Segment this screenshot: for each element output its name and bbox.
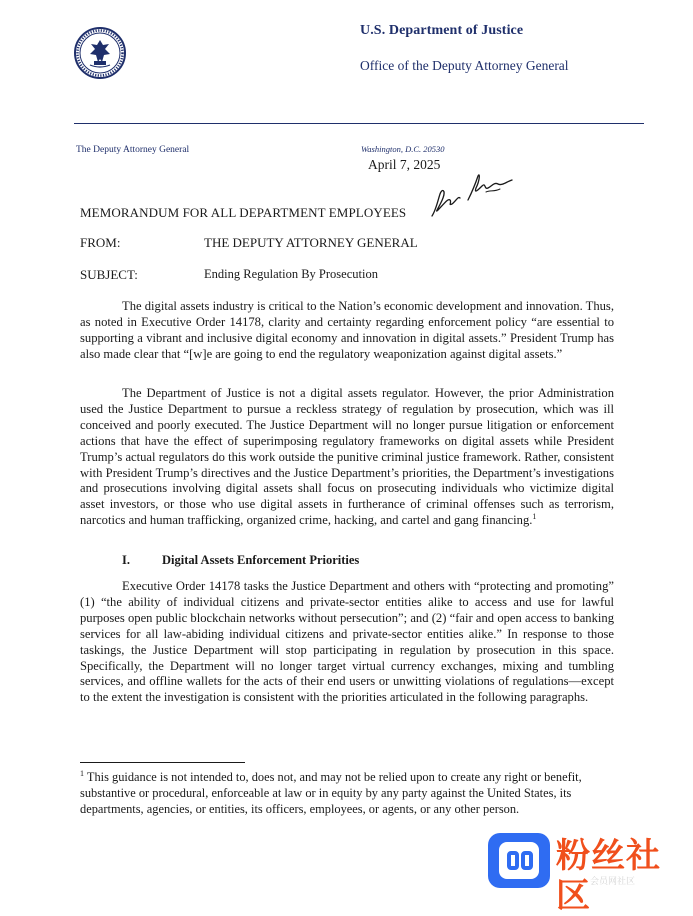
section-title: Digital Assets Enforcement Priorities	[162, 553, 360, 567]
memo-date: April 7, 2025	[368, 157, 441, 172]
paragraph-3: Executive Order 14178 tasks the Justice Department and others with “protecting and promoting” (1) “the ability of individual citizens and private-sector entities alike to access and use for lawful purposes open public blockchain networks without persecution”; and (2) “fair and open access to banking services for all law-abiding individual citizens and private-sector entities alike.” In response to those taskings, the Justice Department will stop participating in regulation by prosecution in this space. Specifically, the Department will no longer target virtual currency exchanges, mixing and tumbling services, and offline wallets for the acts of their end users or unwitting violations of regulations—except to the extent the investigation is consistent with the priorities articulated in the following paragraphs.	[80, 579, 614, 705]
handwritten-signature-icon	[428, 170, 516, 222]
footnote-text: This guidance is not intended to, does not, and may not be relied upon to create any right or benefit, substantive or procedural, enforceable at law or in equity by any party against the United States, its departments, agencies, or entities, its officers, employees, or agents, or any other person.	[80, 770, 582, 816]
sender-title: The Deputy Attorney General	[76, 145, 190, 155]
footnote-mark: 1	[80, 768, 84, 778]
location-line: Washington, D.C. 20530	[361, 144, 445, 154]
subject-value: Ending Regulation By Prosecution	[204, 267, 378, 281]
footnote-divider	[80, 762, 245, 763]
memo-heading: MEMORANDUM FOR ALL DEPARTMENT EMPLOYEES	[80, 205, 407, 220]
watermark-text: 粉丝社区	[556, 836, 661, 916]
footnote-reference: 1	[532, 512, 537, 522]
from-label: FROM:	[80, 235, 121, 250]
footnote	[80, 769, 614, 817]
header-divider	[74, 123, 644, 124]
office-name: Office of the Deputy Attorney General	[360, 58, 569, 73]
doj-seal-icon	[74, 27, 126, 79]
section-heading	[122, 553, 359, 568]
paragraph-2	[80, 386, 614, 529]
from-value: THE DEPUTY ATTORNEY GENERAL	[204, 235, 418, 250]
section-number: I.	[122, 553, 130, 567]
paragraph-2-text: The Department of Justice is not a digital assets regulator. However, the prior Administration used the Justice Department to pursue a reckless strategy of regulation by prosecution, which was ill conceived and poorly executed. The Justice Department will no longer pursue litigation or enforcement actions that have the effect of superimposing regulatory frameworks on digital assets while President Trump’s actual regulators do this work outside the punitive criminal justice framework. Rather, consistent with President Trump’s directives and the Justice Department’s priorities, the Department’s investigations and prosecutions involving digital assets shall focus on prosecuting individuals who victimize digital asset investors, or those who use digital assets in furtherance of criminal offenses such as terrorism, narcotics and human trafficking, organized crime, hacking, and cartel and gang financing.	[80, 386, 614, 528]
fans-community-logo-icon	[488, 833, 550, 888]
paragraph-1: The digital assets industry is critical to the Nation’s economic development and innovation. Thus, as noted in Executive Order 14178, clarity and certainty regarding enforcement policy “are essential to supporting a vibrant and inclusive digital economy and innovation in digital assets.” President Trump has also made clear that “[w]e are going to end the regulatory weaponization against digital assets.”	[80, 299, 614, 361]
department-name: U.S. Department of Justice	[360, 23, 524, 38]
logo-inner	[499, 842, 539, 879]
logo-left-ring	[507, 851, 519, 870]
logo-right-ring	[521, 851, 533, 870]
subject-label: SUBJECT:	[80, 267, 138, 282]
watermark-small-text: 会员网社区	[590, 877, 636, 887]
